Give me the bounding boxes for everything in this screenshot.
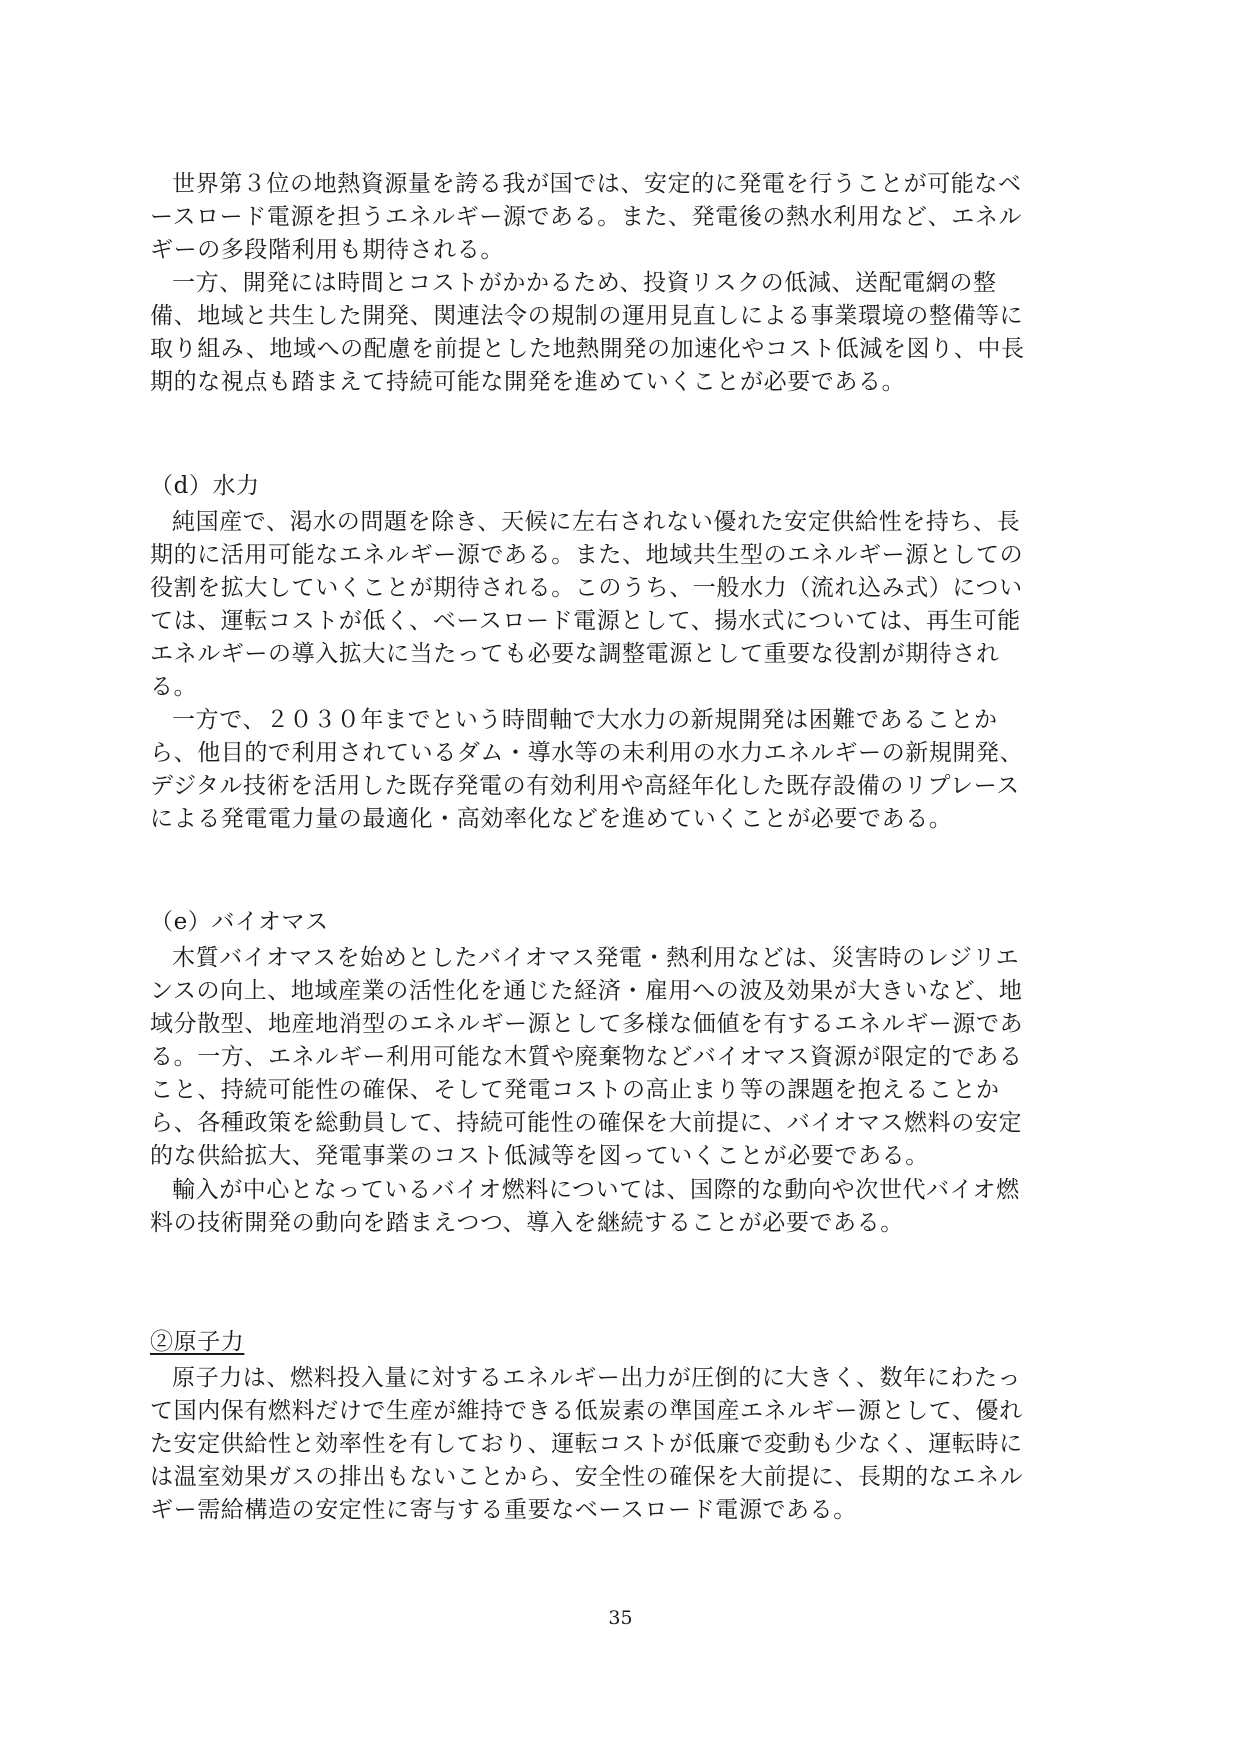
text-line: 原子力は、燃料投入量に対するエネルギー出力が圧倒的に大きく、数年にわたっ bbox=[172, 1365, 1022, 1391]
text-line: ら、他目的で利用されているダム・導水等の未利用の水力エネルギーの新規開発、 bbox=[150, 740, 1024, 766]
text-line: こと、持続可能性の確保、そして発電コストの高止まり等の課題を抱えることか bbox=[150, 1077, 1000, 1103]
text-line: ら、各種政策を総動員して、持続可能性の確保を大前提に、バイオマス燃料の安定 bbox=[150, 1110, 1023, 1136]
section-heading-nuclear: ②原子力 bbox=[150, 1329, 245, 1355]
text-line: ては、運転コストが低く、ベースロード電源として、揚水式については、再生可能 bbox=[150, 608, 1021, 634]
text-line: 一方で、２０３０年までという時間軸で大水力の新規開発は困難であることか bbox=[172, 707, 998, 733]
text-line: て国内保有燃料だけで生産が維持できる低炭素の準国産エネルギー源として、優れ bbox=[150, 1398, 1023, 1424]
text-line: 純国産で、渇水の問題を除き、天候に左右されない優れた安定供給性を持ち、長 bbox=[172, 509, 1021, 535]
text-line: 期的に活用可能なエネルギー源である。また、地域共生型のエネルギー源としての bbox=[150, 542, 1024, 568]
section-heading-biomass: （e）バイオマス bbox=[150, 909, 329, 935]
text-line: 料の技術開発の動向を踏まえつつ、導入を継続することが必要である。 bbox=[150, 1210, 904, 1236]
geothermal-paragraph-2 bbox=[150, 267, 1095, 399]
text-line: 一方、開発には時間とコストがかかるため、投資リスクの低減、送配電網の整 bbox=[172, 270, 997, 296]
biomass-paragraph-2 bbox=[150, 1174, 1095, 1240]
text-line: による発電電力量の最適化・高効率化などを進めていくことが必要である。 bbox=[150, 806, 953, 832]
text-line: 的な供給拡大、発電事業のコスト低減等を図っていくことが必要である。 bbox=[150, 1143, 929, 1169]
text-line: ンスの向上、地域産業の活性化を通じた経済・雇用への波及効果が大きいなど、地 bbox=[150, 978, 1023, 1004]
page-number: 35 bbox=[608, 1607, 633, 1629]
section-heading-hydro: （d）水力 bbox=[150, 473, 260, 499]
text-line: る。 bbox=[150, 674, 198, 700]
text-line: 取り組み、地域への配慮を前提とした地熱開発の加速化やコスト低減を図り、中長 bbox=[150, 336, 1025, 362]
text-line: 木質バイオマスを始めとしたバイオマス発電・熱利用などは、災害時のレジリエ bbox=[172, 945, 1020, 971]
text-line: た安定供給性と効率性を有しており、運転コストが低廉で変動も少なく、運転時に bbox=[150, 1431, 1023, 1457]
hydro-paragraph-1 bbox=[150, 506, 1095, 704]
text-line: ースロード電源を担うエネルギー源である。また、発電後の熱水利用など、エネル bbox=[150, 204, 1023, 230]
text-line: 世界第３位の地熱資源量を誇る我が国では、安定的に発電を行うことが可能なベ bbox=[172, 171, 1022, 197]
text-line: ギーの多段階利用も期待される。 bbox=[150, 237, 504, 263]
text-line: 期的な視点も踏まえて持続可能な開発を進めていくことが必要である。 bbox=[150, 369, 906, 395]
text-line: 役割を拡大していくことが期待される。このうち、一般水力（流れ込み式）につい bbox=[150, 575, 1023, 601]
biomass-paragraph-1 bbox=[150, 942, 1095, 1173]
hydro-paragraph-2 bbox=[150, 704, 1095, 836]
text-line: る。一方、エネルギー利用可能な木質や廃棄物などバイオマス資源が限定的である bbox=[150, 1044, 1023, 1070]
nuclear-paragraph-1 bbox=[150, 1362, 1095, 1527]
text-line: 域分散型、地産地消型のエネルギー源として多様な価値を有するエネルギー源であ bbox=[150, 1011, 1024, 1037]
text-line: ギー需給構造の安定性に寄与する重要なベースロード電源である。 bbox=[150, 1497, 857, 1523]
text-line: は温室効果ガスの排出もないことから、安全性の確保を大前提に、長期的なエネル bbox=[150, 1464, 1024, 1490]
geothermal-paragraph-1 bbox=[150, 168, 1095, 267]
text-line: 輸入が中心となっているバイオ燃料については、国際的な動向や次世代バイオ燃 bbox=[172, 1177, 1020, 1203]
text-line: エネルギーの導入拡大に当たっても必要な調整電源として重要な役割が期待され bbox=[150, 641, 1000, 667]
text-line: デジタル技術を活用した既存発電の有効利用や高経年化した既存設備のリプレース bbox=[150, 773, 1020, 799]
text-line: 備、地域と共生した開発、関連法令の規制の運用見直しによる事業環境の整備等に bbox=[150, 303, 1024, 329]
